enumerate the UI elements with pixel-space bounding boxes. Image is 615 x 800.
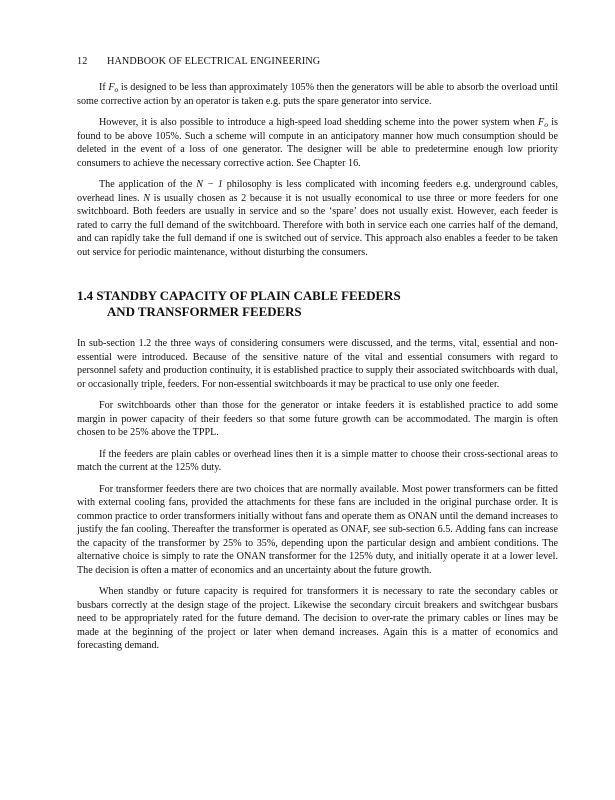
paragraph-text: However, it is also possible to introduce a high-speed load shedding scheme into the power system when — [99, 117, 539, 128]
section-paragraph: In sub-section 1.2 the three ways of considering consumers were discussed, and the terms, vital, essential and non-essential were introduced. Because of the sensitive nature of the vital and essential consumers with regard to personnel safety and production continuity, it is established practice to supply their associated switchboards with dual, or occasionally triple, feeders. For non-essential switchboards it may be practical to use only one feeder. — [77, 338, 558, 390]
section-paragraph: If the feeders are plain cables or overhead lines then it is a simple matter to choose their cross-sectional areas to match the current at the 125% duty. — [77, 448, 558, 473]
running-header — [77, 56, 558, 68]
running-title: HANDBOOK OF ELECTRICAL ENGINEERING — [107, 56, 321, 67]
variable-subscript: o — [114, 85, 119, 94]
section-heading-line1: 1.4 STANDBY CAPACITY OF PLAIN CABLE FEEDERS — [77, 289, 401, 303]
paragraph-load-shedding — [77, 116, 558, 170]
page-number: 12 — [77, 56, 88, 67]
paragraph-text: is usually chosen as 2 because it is not usually economical to use three or more feeders for one switchboard. Both feeders are usually in service and so the ‘spare’ does not usually exist. However, each feeder is rated to carry the full demand of the switchboard. Therefore with both in service each one carries half of the demand, and can rapidly take the full demand if one is switched out of service. This approach also enables a feeder to be taken out service for periodic maintenance, without disturbing the consumers. — [77, 192, 558, 258]
paragraph-text: philosophy is less complicated with incoming feeders e.g. underground cables, overhead lines. — [77, 179, 558, 204]
section-heading-line2: AND TRANSFORMER FEEDERS — [107, 304, 302, 319]
paragraph-text: The application of the — [99, 179, 197, 190]
paragraph-text: is found to be above 105%. Such a scheme will compute in an anticipatory manner how much consumption should be deleted in the event of a loss of one generator. The designer will be able to predetermine enough low priority consumers to achieve the necessary corrective action. See Chapter 16. — [77, 117, 558, 169]
variable-subscript: o — [544, 120, 548, 129]
variable-n-minus-1: N − 1 — [196, 179, 223, 190]
paragraph-text: is designed to be less than approximately 105% then the generators will be able to absorb the overload until some corrective action by an operator is taken e.g. puts the spare generator into service. — [77, 82, 559, 107]
variable-f: F — [538, 117, 545, 128]
variable-n: N — [143, 192, 150, 204]
variable-f: F — [108, 82, 115, 93]
book-page — [77, 56, 558, 661]
paragraph-n-minus-1 — [77, 178, 558, 259]
section-paragraph: For switchboards other than those for the generator or intake feeders it is established practice to add some margin in power capacity of their feeders so that some future growth can be accommodated. The margin is often chosen to be 25% above the TPPL. — [77, 400, 558, 438]
paragraph-overload-threshold — [77, 81, 558, 108]
paragraph-text: If — [99, 82, 109, 93]
section-paragraph: When standby or future capacity is required for transformers it is necessary to rate the secondary cables or busbars correctly at the design stage of the project. Likewise the secondary circuit breakers and switchgear busbars need to be appropriately rated for the future demand. The decision to over-rate the primary cables or lines may be made at the beginning of the project or later when demand increases. Again this is a matter of economics and forecasting demand. — [77, 586, 558, 651]
section-heading — [77, 289, 558, 320]
section-paragraph: For transformer feeders there are two choices that are normally available. Most power transformers can be fitted with external cooling fans, provided the attachments for these fans are included in the original purchase order. It is common practice to order transformers initially without fans and operate them as ONAN until the demand increases to justify the fan cooling. Thereafter the transformer is operated as ONAF, see sub-section 6.5. Adding fans can increase the capacity of the transformer by 25% to 35%, depending upon the particular design and ambient conditions. The alternative choice is simply to rate the ONAN transformer for the 125% duty, and initially operate it at a lower level. The decision is often a matter of economics and an uncertainty about the future growth. — [77, 483, 558, 576]
